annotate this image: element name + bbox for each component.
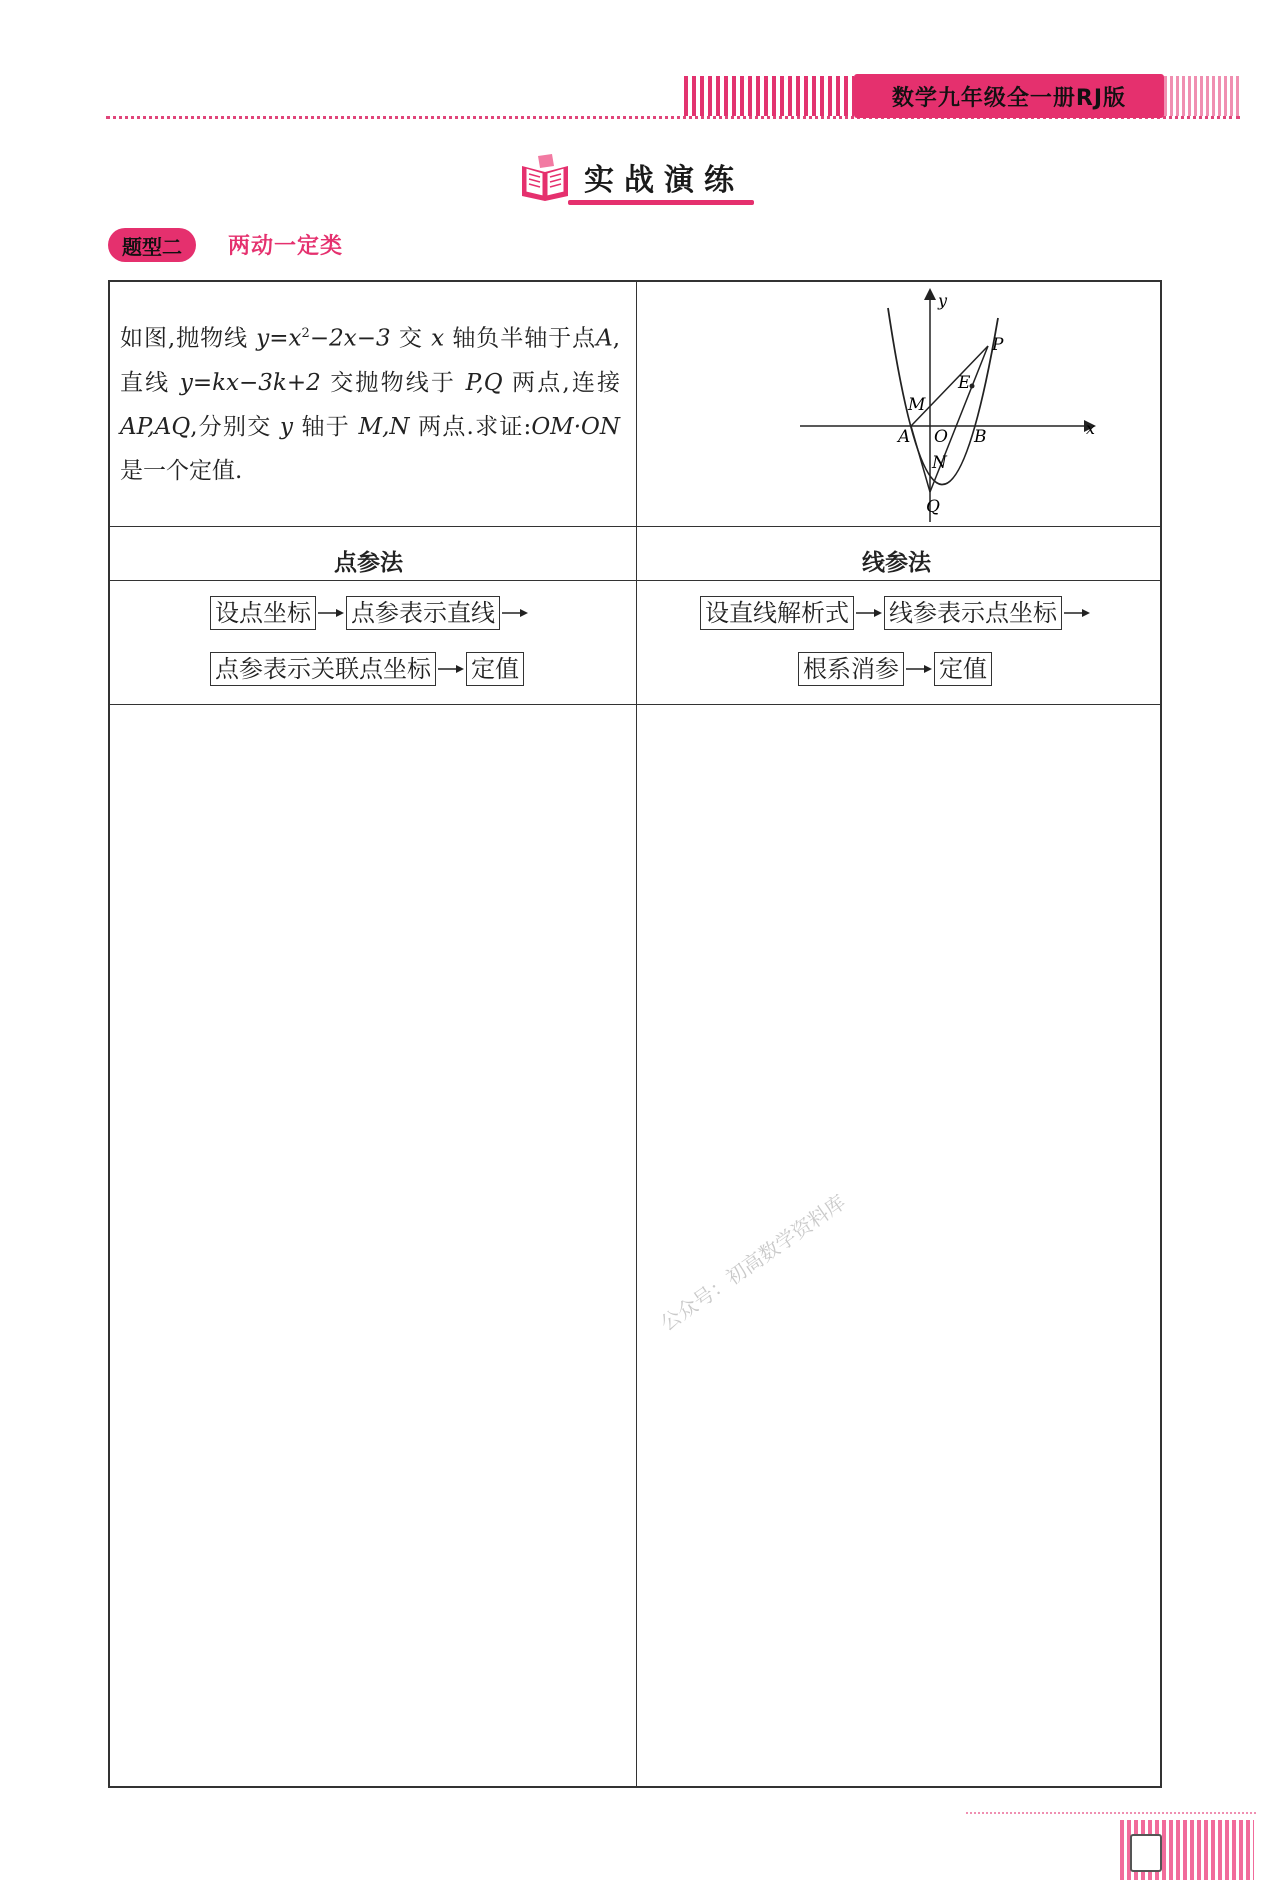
watermark: 公众号：初高数学资料库: [655, 1189, 850, 1336]
label-e: E: [958, 373, 971, 393]
right-flow-row-2: [798, 652, 992, 686]
flow-step: 线参表示点坐标: [884, 596, 1062, 630]
right-arrow-icon: [906, 662, 932, 676]
heading-point-parameter: 点参法: [334, 550, 403, 576]
left-flow-row-2: [210, 652, 524, 686]
section-title: 实战演练: [584, 163, 744, 198]
header-stripe-decoration-right: [1164, 76, 1240, 116]
flow-step: 定值: [934, 652, 992, 686]
topic-name: 两动一定类: [228, 234, 344, 259]
left-flow-row-1: [210, 596, 530, 630]
topic-badge: [108, 228, 196, 262]
right-flow-row-1: [700, 596, 1092, 630]
flow-step: 定值: [466, 652, 524, 686]
label-a: A: [898, 427, 911, 447]
label-m: M: [908, 395, 926, 415]
book-title: 数学九年级全一册RJ版: [891, 85, 1127, 111]
row-divider: [110, 580, 1160, 581]
row-divider: [110, 704, 1160, 705]
label-o: O: [934, 427, 948, 447]
x-axis-label: x: [1086, 419, 1096, 438]
flow-step: 设直线解析式: [700, 596, 854, 630]
right-arrow-icon: [502, 606, 528, 620]
y-axis-label: y: [938, 291, 948, 310]
label-b: B: [974, 427, 987, 447]
section-underline: [568, 200, 754, 205]
right-arrow-icon: [438, 662, 464, 676]
heading-line-parameter: 线参法: [862, 550, 931, 576]
header-stripe-decoration: [684, 76, 854, 116]
flow-step: 点参表示直线: [346, 596, 500, 630]
topic-badge-label: 题型二: [122, 234, 182, 259]
problem-statement: 如图,抛物线 $y=x^2-2x-3$ 交 x 轴负半轴于点A,直线 y=kx−3k+2 交抛物线于 P,Q 两点,连接 AP,AQ,分别交 y 轴于 M,N 两点.求证:OM·ON 是一个定值.: [120, 325, 621, 484]
right-arrow-icon: [318, 606, 344, 620]
open-book-icon: [518, 152, 572, 202]
flow-step: 设点坐标: [210, 596, 316, 630]
column-divider: [636, 282, 637, 1786]
parabola-figure: [800, 286, 1100, 522]
label-n: N: [932, 453, 947, 473]
row-divider: [110, 526, 1160, 527]
page-number-box: [1130, 1834, 1162, 1872]
worksheet-table: [108, 280, 1162, 1788]
segment-aq: [911, 426, 930, 492]
header-book-tab: [854, 74, 1164, 118]
footer-dotted-line: [966, 1812, 1256, 1814]
section-heading: [518, 152, 744, 202]
flow-step: 点参表示关联点坐标: [210, 652, 436, 686]
label-p: P: [992, 335, 1004, 355]
right-arrow-icon: [856, 606, 882, 620]
right-arrow-icon: [1064, 606, 1090, 620]
label-q: Q: [926, 497, 940, 517]
flow-step: 根系消参: [798, 652, 904, 686]
